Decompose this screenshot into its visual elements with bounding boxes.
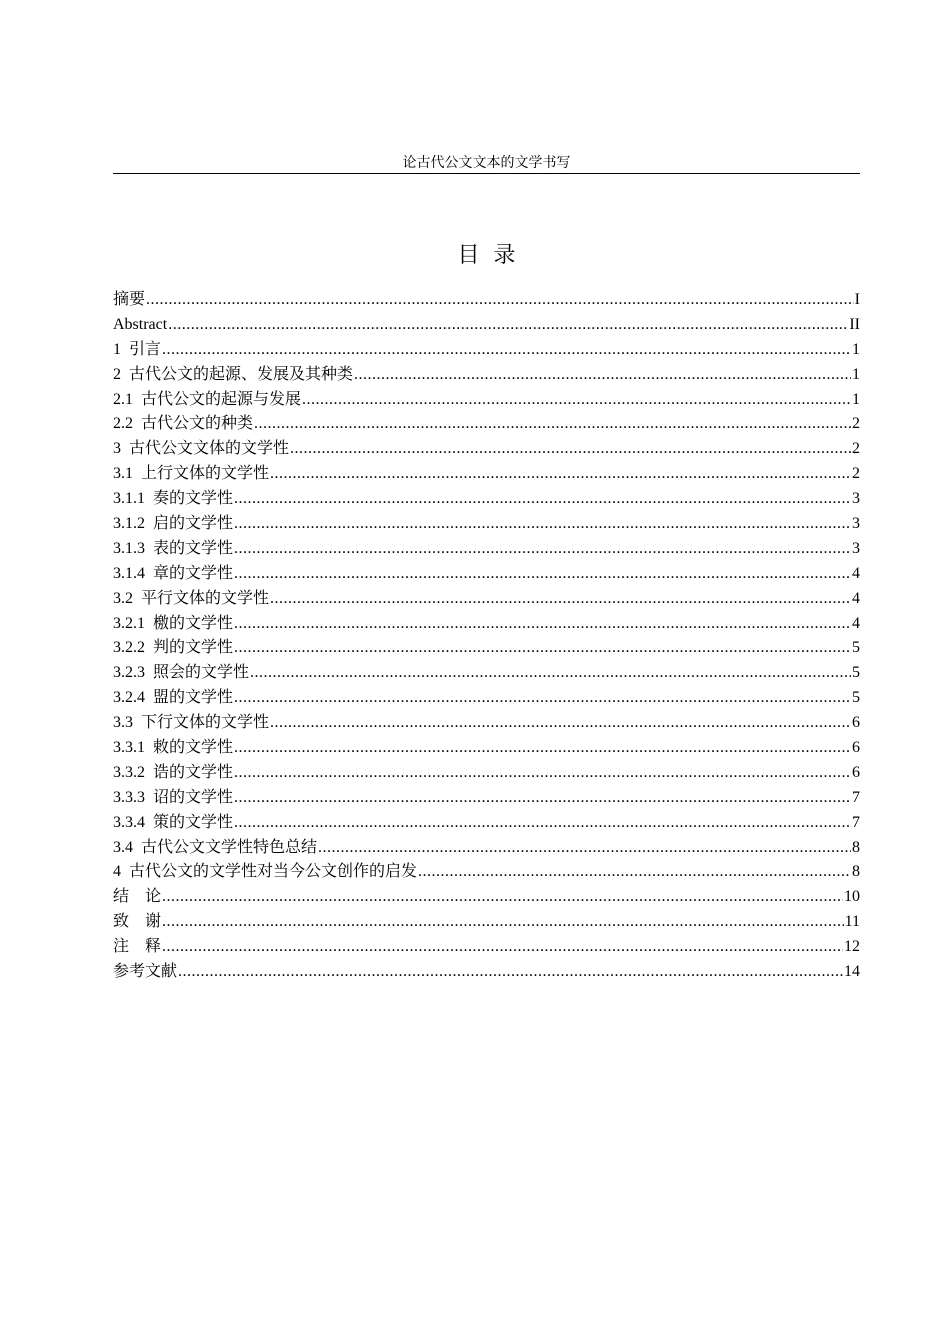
toc-entry-label: 3.1.2 启的文学性 — [113, 515, 234, 533]
toc-entry[interactable] — [113, 935, 860, 960]
toc-entry[interactable] — [113, 761, 860, 786]
toc-entry-label: 参考文献 — [113, 963, 178, 981]
toc-entry-label: 3.1 上行文体的文学性 — [113, 465, 270, 483]
toc-entry[interactable] — [113, 363, 860, 388]
toc-dot-leader — [234, 811, 851, 836]
toc-entry[interactable] — [113, 711, 860, 736]
toc-entry[interactable] — [113, 910, 860, 935]
toc-dot-leader — [168, 313, 848, 338]
toc-dot-leader — [318, 836, 851, 861]
toc-entry-page: 5 — [852, 639, 860, 657]
toc-dot-leader — [270, 462, 851, 487]
header-rule — [113, 173, 860, 174]
toc-entry[interactable] — [113, 537, 860, 562]
toc-entry-page: 14 — [844, 963, 860, 981]
toc-entry-page: 4 — [852, 589, 860, 607]
toc-entry-page: 4 — [852, 614, 860, 632]
toc-dot-leader — [302, 388, 851, 413]
toc-entry-page: 3 — [852, 490, 860, 508]
toc-entry[interactable] — [113, 412, 860, 437]
toc-entry[interactable] — [113, 960, 860, 985]
toc-entry-page: 2 — [852, 440, 860, 458]
toc-dot-leader — [234, 636, 851, 661]
toc-entry-page: 11 — [844, 913, 860, 931]
toc-entry-label: 摘要 — [113, 291, 146, 308]
toc-entry-label: Abstract — [113, 315, 168, 333]
toc-entry-label: 3.2 平行文体的文学性 — [113, 589, 270, 607]
toc-entry-page: 6 — [852, 739, 860, 757]
toc-entry[interactable] — [113, 811, 860, 836]
toc-entry-label: 3.3.2 诰的文学性 — [113, 763, 234, 781]
toc-dot-leader — [162, 910, 844, 935]
toc-dot-leader — [146, 288, 854, 313]
toc-entry-label: 4 古代公文的文学性对当今公文创作的启发 — [113, 863, 418, 881]
toc-entry[interactable] — [113, 661, 860, 686]
toc-dot-leader — [270, 587, 851, 612]
toc-entry-page: 5 — [852, 664, 860, 682]
toc-entry-label: 结 论 — [113, 888, 162, 906]
toc-entry[interactable] — [113, 612, 860, 637]
toc-dot-leader — [178, 960, 843, 985]
toc-entry-label: 3.3 下行文体的文学性 — [113, 714, 270, 732]
toc-entry-label: 1 引言 — [113, 340, 162, 358]
toc-entry[interactable] — [113, 338, 860, 363]
toc-entry-label: 3.1.3 表的文学性 — [113, 539, 234, 557]
toc-entry[interactable] — [113, 885, 860, 910]
toc-entry-page: 6 — [852, 763, 860, 781]
toc-entry-label: 2.1 古代公文的起源与发展 — [113, 390, 302, 408]
toc-dot-leader — [234, 736, 851, 761]
toc-dot-leader — [234, 786, 851, 811]
toc-entry-label: 3.2.2 判的文学性 — [113, 639, 234, 657]
toc-dot-leader — [254, 412, 851, 437]
toc-entry-page: II — [849, 315, 860, 333]
toc-entry[interactable] — [113, 587, 860, 612]
toc-entry-label: 3.2.1 檄的文学性 — [113, 614, 234, 632]
toc-entry-page: 7 — [852, 813, 860, 831]
toc-entry-page: 3 — [852, 539, 860, 557]
toc-entry-page: 2 — [852, 415, 860, 433]
toc-entry[interactable] — [113, 462, 860, 487]
toc-dot-leader — [234, 537, 851, 562]
toc-dot-leader — [162, 885, 843, 910]
toc-entry-page: 10 — [844, 888, 860, 906]
toc-entry-page: 12 — [844, 938, 860, 956]
running-header: 论古代公文文本的文学书写 — [402, 156, 571, 171]
toc-entry-page: 8 — [852, 863, 860, 881]
toc-entry-page: 1 — [852, 365, 860, 383]
toc-entry-label: 2.2 古代公文的种类 — [113, 415, 254, 433]
toc-entry-label: 3.2.4 盟的文学性 — [113, 689, 234, 707]
toc-dot-leader — [234, 512, 851, 537]
toc-entry-page: 1 — [852, 340, 860, 358]
toc-entry-page: 2 — [852, 465, 860, 483]
toc-dot-leader — [418, 860, 851, 885]
toc-entry-label: 注 释 — [113, 938, 162, 956]
toc-dot-leader — [234, 761, 851, 786]
toc-entry-page: 1 — [852, 390, 860, 408]
toc-entry[interactable] — [113, 512, 860, 537]
toc-entry-label: 3.4 古代公文文学性特色总结 — [113, 838, 318, 856]
toc-entry-label: 3.3.3 诏的文学性 — [113, 788, 234, 806]
toc-entry-label: 3.3.1 敕的文学性 — [113, 739, 234, 757]
toc-entry-page: 4 — [852, 564, 860, 582]
toc-entry-label: 3.2.3 照会的文学性 — [113, 664, 250, 682]
toc-dot-leader — [250, 661, 851, 686]
toc-entry[interactable] — [113, 437, 860, 462]
toc-entry[interactable] — [113, 860, 860, 885]
toc-entry[interactable] — [113, 388, 860, 413]
toc-entry[interactable] — [113, 288, 860, 313]
toc-dot-leader — [162, 935, 843, 960]
toc-entry-page: 8 — [852, 838, 860, 856]
toc-dot-leader — [234, 686, 851, 711]
toc-entry-page: 6 — [852, 714, 860, 732]
toc-entry[interactable] — [113, 686, 860, 711]
toc-entry-page: 3 — [852, 515, 860, 533]
toc-entry[interactable] — [113, 562, 860, 587]
toc-title: 目录 — [457, 243, 530, 268]
toc-entry-label: 3.1.1 奏的文学性 — [113, 490, 234, 508]
toc-dot-leader — [290, 437, 851, 462]
toc-entry-label: 3 古代公文文体的文学性 — [113, 440, 290, 458]
toc-entry[interactable] — [113, 313, 860, 338]
toc-entry-label: 致 谢 — [113, 913, 162, 931]
toc-dot-leader — [162, 338, 851, 363]
toc-entry-page: I — [854, 291, 860, 308]
toc-entry-label: 3.1.4 章的文学性 — [113, 564, 234, 582]
toc-entry-page: 7 — [852, 788, 860, 806]
toc-dot-leader — [234, 487, 851, 512]
toc-dot-leader — [354, 363, 851, 388]
toc-entry-label: 3.3.4 策的文学性 — [113, 813, 234, 831]
table-of-contents — [113, 288, 860, 985]
toc-entry-label: 2 古代公文的起源、发展及其种类 — [113, 365, 354, 383]
toc-entry[interactable] — [113, 487, 860, 512]
toc-dot-leader — [270, 711, 851, 736]
toc-entry[interactable] — [113, 736, 860, 761]
toc-entry[interactable] — [113, 786, 860, 811]
toc-dot-leader — [234, 612, 851, 637]
toc-dot-leader — [234, 562, 851, 587]
toc-entry[interactable] — [113, 836, 860, 861]
toc-entry[interactable] — [113, 636, 860, 661]
toc-entry-page: 5 — [852, 689, 860, 707]
